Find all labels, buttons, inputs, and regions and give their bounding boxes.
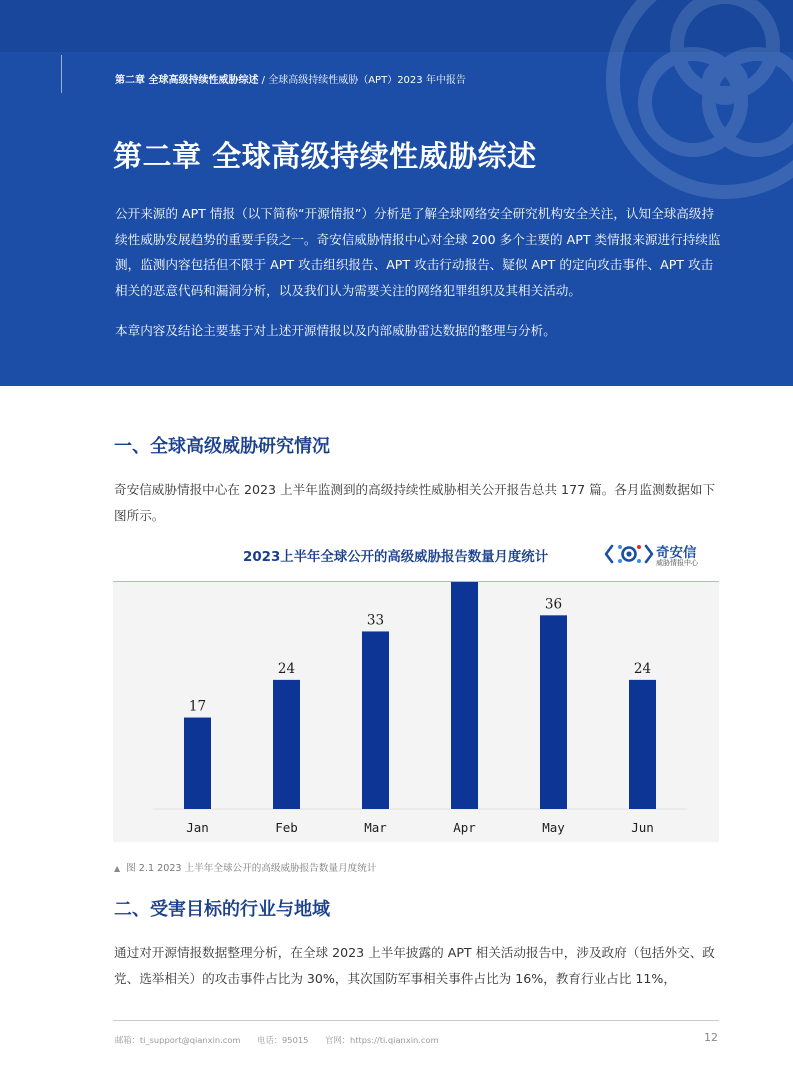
qianxin-logo (604, 540, 719, 568)
data-label-mar: 33 (366, 612, 385, 629)
breadcrumb-separator: / (258, 75, 269, 86)
section-research-paragraph: 奇安信威胁情报中心在 2023 上半年监测到的高级持续性威胁相关公开报告总共 177 篇。各月监测数据如下图所示。 (114, 482, 716, 523)
footer-website: 官网：https://ti.qianxin.com (325, 1035, 439, 1045)
bar-mar (362, 631, 389, 809)
section-heading-research: 一、全球高级威胁研究情况 (114, 436, 330, 457)
triangle-up-icon: ▲ (114, 864, 121, 873)
section-targets-paragraph: 通过对开源情报数据整理分析，在全球 2023 上半年披露的 APT 相关活动报告中，涉及政府（包括外交、政党、选举相关）的攻击事件占比为 30%，其次国防军事相关事件占比为 16%，教育行业占比 11%， (114, 945, 715, 986)
chapter-title: 第二章 全球高级持续性威胁综述 (113, 139, 537, 173)
biohazard-watermark-icon (605, 0, 793, 200)
data-label-feb: 24 (277, 660, 296, 677)
breadcrumb-chapter: 第二章 全球高级持续性威胁综述 (115, 75, 259, 86)
footer-phone: 电话：95015 (257, 1035, 309, 1045)
footer-email: 邮箱：ti_support@qianxin.com (115, 1035, 241, 1045)
breadcrumb (115, 71, 466, 86)
figure-caption-text: 图 2.1 2023 上半年全球公开的高级威胁报告数量月度统计 (126, 863, 377, 874)
x-tick-label-may: May (542, 820, 565, 835)
x-tick-label-feb: Feb (275, 820, 298, 835)
chapter-header-band (0, 0, 793, 386)
intro-paragraph: 公开来源的 APT 情报（以下简称“开源情报”）分析是了解全球网络安全研究机构安全关注，认知全球高级持续性威胁发展趋势的重要手段之一。奇安信威胁情报中心对全球 200 多个主要的 APT 类情报来源进行持续监测，监测内容包括但不限于 APT 攻击组织报告、APT 攻击行动报告、疑似 APT 的定向攻击事件、APT 攻击相关的恶意代码和漏洞分析，以及我们认为需要关注的网络犯罪组织及其相关活动。 (115, 206, 721, 298)
section-heading-targets: 二、受害目标的行业与地域 (114, 899, 330, 920)
x-tick-label-jun: Jun (631, 820, 654, 835)
bar-feb (273, 680, 300, 809)
chart-title: 2023上半年全球公开的高级威胁报告数量月度统计 (243, 550, 549, 565)
bar-jan (184, 718, 211, 809)
footer-rule (113, 1020, 719, 1021)
logo-name: 奇安信 (656, 545, 697, 561)
data-label-jan: 17 (188, 698, 207, 715)
logo-subtitle: 威胁情报中心 (656, 559, 698, 567)
breadcrumb-divider (61, 55, 62, 93)
monthly-reports-bar-chart (113, 582, 719, 842)
footer-contact (115, 1034, 453, 1046)
x-tick-label-apr: Apr (453, 820, 476, 835)
bar-jun (629, 680, 656, 809)
intro-note-paragraph: 本章内容及结论主要基于对上述开源情报以及内部威胁雷达数据的整理与分析。 (115, 323, 556, 338)
data-label-jun: 24 (633, 660, 652, 677)
x-tick-label-mar: Mar (364, 820, 387, 835)
data-label-may: 36 (544, 596, 563, 613)
qianxin-logo-icon (604, 540, 656, 568)
bar-may (540, 615, 567, 809)
breadcrumb-report: 全球高级持续性威胁（APT）2023 年中报告 (268, 75, 466, 86)
page-number: 12 (704, 1031, 718, 1044)
x-tick-label-jan: Jan (186, 820, 209, 835)
bar-apr (451, 582, 478, 809)
figure-caption (114, 860, 376, 874)
